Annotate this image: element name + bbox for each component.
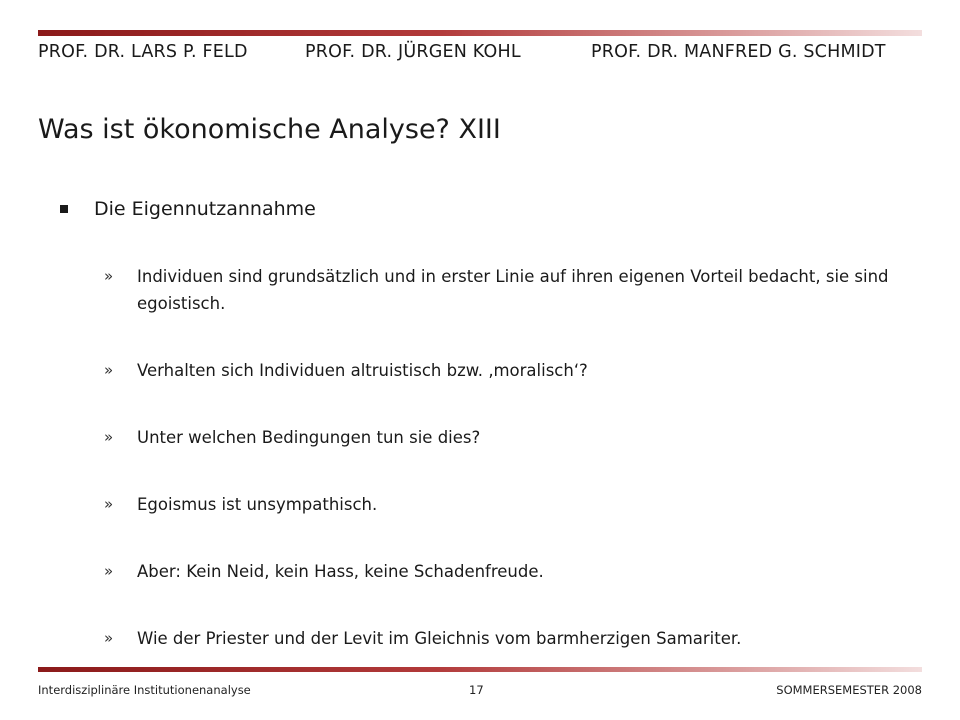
sub-bullet-marker-icon: » (104, 267, 114, 285)
author-feld: PROF. DR. LARS P. FELD (38, 42, 248, 62)
sub-bullet-text: Unter welchen Bedingungen tun sie dies? (137, 428, 481, 447)
sub-bullet-marker-icon: » (104, 495, 114, 513)
slide-title: Was ist ökonomische Analyse? XIII (38, 114, 501, 145)
sub-bullet-text: Aber: Kein Neid, kein Hass, keine Schadenfreude. (137, 562, 544, 581)
square-bullet-icon (60, 205, 68, 213)
sub-bullet-text: Verhalten sich Individuen altruistisch bzw. ‚moralisch‘? (137, 361, 588, 380)
main-bullet (60, 198, 316, 220)
footer-semester: SOMMERSEMESTER 2008 (776, 683, 922, 697)
sub-bullet-item (104, 263, 904, 317)
author-kohl: PROF. DR. JÜRGEN KOHL (305, 42, 521, 62)
footer-course: Interdisziplinäre Institutionenanalyse (38, 683, 251, 697)
sub-bullet-item (104, 625, 904, 652)
header-accent-bar (38, 30, 922, 36)
footer-accent-bar (38, 667, 922, 672)
sub-bullet-item (104, 357, 904, 384)
sub-bullet-item (104, 491, 904, 518)
sub-bullet-marker-icon: » (104, 629, 114, 647)
sub-bullet-item (104, 558, 904, 585)
sub-bullet-text: Individuen sind grundsätzlich und in erster Linie auf ihren eigenen Vorteil bedacht, sie sind egoistisch. (137, 267, 889, 313)
sub-bullet-text: Wie der Priester und der Levit im Gleichnis vom barmherzigen Samariter. (137, 629, 742, 648)
footer-page-number: 17 (469, 683, 484, 697)
sub-bullet-marker-icon: » (104, 562, 114, 580)
author-schmidt: PROF. DR. MANFRED G. SCHMIDT (591, 42, 886, 62)
sub-bullet-marker-icon: » (104, 428, 114, 446)
sub-bullet-text: Egoismus ist unsympathisch. (137, 495, 378, 514)
main-bullet-text: Die Eigennutzannahme (94, 198, 316, 220)
sub-bullet-item (104, 424, 904, 451)
sub-bullet-marker-icon: » (104, 361, 114, 379)
sub-bullet-list (104, 263, 904, 652)
